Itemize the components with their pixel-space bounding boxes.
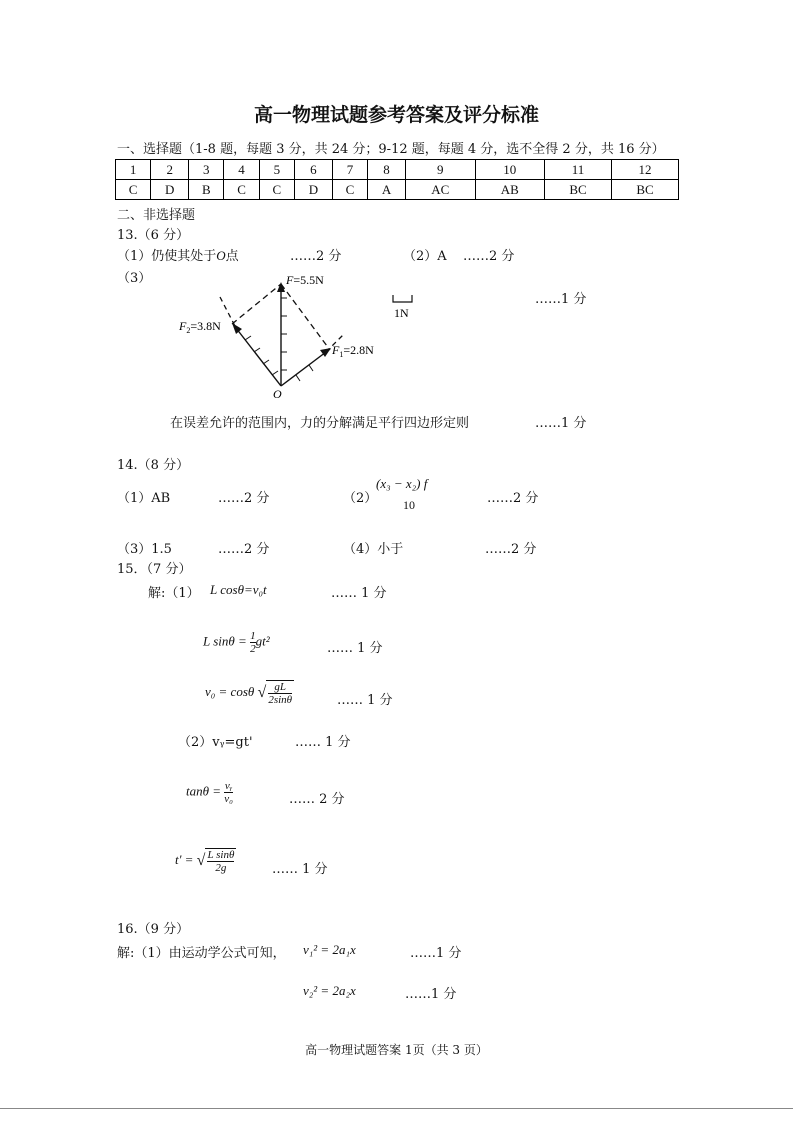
q16-line2-eq: v₂² = 2a₂x (303, 983, 356, 998)
table-cell-number: 2 (151, 160, 189, 180)
table-cell-answer: AB (475, 180, 545, 200)
label-origin: O (273, 387, 282, 401)
q14-part1: （1）AB (117, 491, 171, 506)
vector-F2 (236, 328, 281, 386)
q14-part2-denominator: 10 (403, 498, 415, 512)
q13-conclusion-score: ……1 分 (535, 416, 587, 431)
table-cell-answer: C (332, 180, 367, 200)
dashed-side-f1 (281, 284, 330, 350)
force-diagram (0, 0, 793, 420)
table-cell-number: 4 (224, 160, 259, 180)
q14-part4: （4）小于 (343, 542, 404, 557)
table-cell-number: 6 (294, 160, 332, 180)
label-F2-symbol: F (179, 319, 187, 333)
table-cell-answer: D (151, 180, 189, 200)
q15-line5-lhs: tanθ = (186, 783, 222, 799)
table-cell-answer: AC (406, 180, 476, 200)
table-cell-number: 9 (406, 160, 476, 180)
q14-part3: （3）1.5 (117, 542, 172, 557)
q16-line2-score: ……1 分 (405, 987, 457, 1002)
table-cell-number: 7 (332, 160, 367, 180)
q15-line1-score: …… 1 分 (331, 586, 387, 601)
q15-line4-score: …… 1 分 (295, 735, 351, 750)
extension-f2 (220, 297, 236, 328)
label-F2-value: =3.8N (190, 319, 221, 333)
q16-line1-score: ……1 分 (410, 946, 462, 961)
label-F2-sub: 2 (186, 326, 191, 335)
q15-line6-score: …… 1 分 (272, 862, 328, 877)
table-cell-answer: A (368, 180, 406, 200)
page-footer: 高一物理试题答案 1页（共 3 页） (305, 1043, 488, 1057)
table-cell-number: 12 (611, 160, 678, 180)
label-F (285, 273, 324, 287)
q15-line6-lhs: t' = (175, 851, 194, 867)
table-cell-answer: C (259, 180, 294, 200)
table-cell-answer: BC (545, 180, 612, 200)
q13-part1-score: ……2 分 (290, 249, 342, 264)
table-cell-answer: B (189, 180, 224, 200)
scale-bar (393, 295, 412, 302)
table-cell-answer: D (294, 180, 332, 200)
scale-label: 1N (394, 306, 409, 320)
q15-line6: t' = √ $\frac{\text{L sinθ}}{2g}$ (175, 849, 235, 874)
q15-line3-num: gL (268, 681, 292, 694)
q14-part2-numerator: (x₃ − x₂) f (376, 476, 428, 491)
table-cell-number: 8 (368, 160, 406, 180)
label-F-value: =5.5N (293, 273, 324, 287)
q15-line6-den: 2g (215, 862, 227, 874)
q15-line3-score: …… 1 分 (337, 693, 393, 708)
q15-line2 (203, 630, 270, 655)
q13-part2: （2）A (403, 249, 447, 264)
q14-part4-score: ……2 分 (485, 542, 537, 557)
q13-conclusion: 在误差允许的范围内，力的分解满足平行四边形定则 (170, 416, 470, 431)
q15-heading: 15．（7 分） (117, 562, 192, 577)
q14-part2-label: （2） (343, 491, 378, 506)
label-F1-symbol: F (332, 343, 340, 357)
q13-part2-score: ……2 分 (463, 249, 515, 264)
table-cell-answer: C (116, 180, 151, 200)
q13-part1-text: （1）仍使其处于 (117, 249, 217, 264)
q15-line4: （2）vᵧ=gt' (178, 735, 253, 750)
table-cell-number: 1 (116, 160, 151, 180)
label-F1-value: =2.8N (343, 343, 374, 357)
dashed-side-f2 (232, 284, 281, 324)
q15-line2-num: 1 (250, 630, 256, 642)
q14-part1-score: ……2 分 (218, 491, 270, 506)
q13-part1-var: O (216, 248, 226, 263)
q15-line2-score: …… 1 分 (327, 641, 383, 656)
table-cell-answer: BC (611, 180, 678, 200)
q13-heading: 13.（6 分） (117, 228, 190, 243)
q15-line2-lhs: L sinθ = (203, 633, 247, 649)
q16-line1-text: 解:（1）由运动学公式可知， (117, 946, 286, 961)
label-F1-sub: 1 (339, 350, 344, 359)
label-F-symbol: F (286, 273, 294, 287)
q15-line5 (186, 780, 233, 805)
section1-header: 一、选择题（1-8 题，每题 3 分，共 24 分；9-12 题，每题 4 分，选不全得 2 分，共 16 分） (117, 142, 665, 157)
table-cell-number: 5 (259, 160, 294, 180)
page-title: 高一物理试题参考答案及评分标准 (253, 104, 539, 126)
q14-part3-score: ……2 分 (218, 542, 270, 557)
q15-line3-den: 2sinθ (268, 694, 293, 706)
q13-part1-tail: 点 (225, 249, 239, 264)
arrow-F2-icon (232, 323, 242, 334)
section2-header: 二、非选择题 (117, 208, 196, 223)
q15-line5-den: v₀ (224, 793, 233, 805)
q16-heading: 16.（9 分） (117, 922, 190, 937)
q15-line3: v₀ = cosθ √ $\frac{gL}{2\sin\theta}$ (205, 681, 293, 706)
table-cell-number: 10 (475, 160, 545, 180)
q15-line1-eq: L cosθ=v₀t (210, 582, 267, 597)
q13-part3-label: （3） (117, 271, 152, 286)
q15-line2-den: 2 (250, 643, 256, 655)
table-cell-number: 11 (545, 160, 612, 180)
vector-F1 (281, 352, 326, 386)
q14-heading: 14.（8 分） (117, 458, 190, 473)
table-cell-number: 3 (189, 160, 224, 180)
label-F1 (331, 343, 374, 359)
q13-part3-score: ……1 分 (535, 292, 587, 307)
bottom-divider (0, 1108, 793, 1109)
q15-line2-rhs: gt² (255, 633, 270, 649)
q14-part2-score: ……2 分 (487, 491, 539, 506)
q15-line5-num: vᵧ (224, 780, 233, 792)
table-cell-answer: C (224, 180, 259, 200)
label-F2 (178, 319, 221, 335)
q15-line3-lhs: v₀ = cosθ (205, 683, 255, 699)
q15-line5-score: …… 2 分 (289, 792, 345, 807)
q15-line1-label: 解:（1） (148, 586, 200, 601)
q15-line6-num: L sinθ (207, 849, 235, 861)
q16-line1-eq: v₁² = 2a₁x (303, 942, 356, 957)
